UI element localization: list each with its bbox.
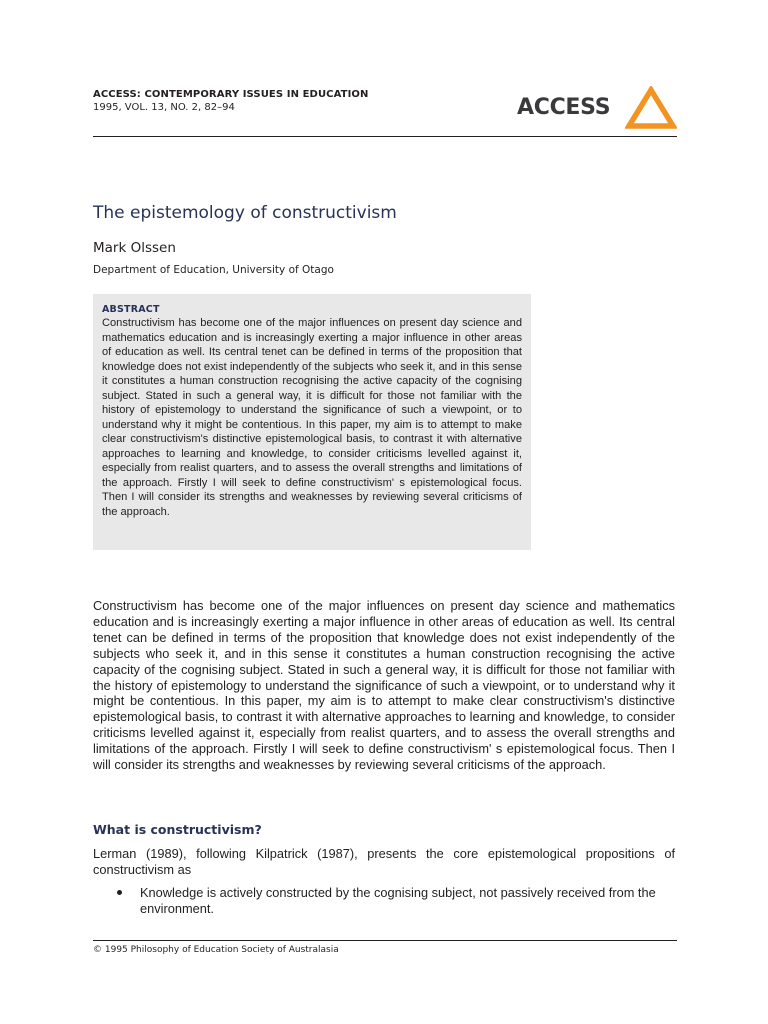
access-logo [517, 86, 679, 132]
journal-name: ACCESS: CONTEMPORARY ISSUES IN EDUCATION [93, 89, 369, 100]
article-title: The epistemology of constructivism [93, 203, 397, 223]
bullet-text: Knowledge is actively constructed by the cognising subject, not passively received from the environment. [140, 885, 656, 916]
journal-header [93, 88, 423, 114]
copyright-footer: © 1995 Philosophy of Education Society of Australasia [93, 945, 339, 955]
section-heading: What is constructivism? [93, 822, 262, 837]
header-divider [93, 136, 677, 137]
logo-text: ACCESS [517, 95, 611, 120]
article-author: Mark Olssen [93, 240, 176, 256]
list-item [115, 885, 675, 917]
journal-volume: 1995, VOL. 13, NO. 2, 82–94 [93, 102, 235, 113]
footer-divider [93, 940, 677, 941]
bullet-icon [117, 890, 122, 895]
intro-paragraph: Constructivism has become one of the major influences on present day science and mathematics education and is increasingly exerting a major influence in other areas of education as well. Its central tenet can be defined in terms of the proposition that knowledge does not exist independently of the subjects who seek it, and in this sense it constitutes a human construction recognising the active capacity of the cognising subject. Stated in such a general way, it is difficult for those not familiar with the history of epistemology to understand the significance of such a viewpoint, or to understand why it might be contentious. In this paper, my aim is to attempt to make clear constructivism's distinctive epistemological basis, to contrast it with alternative approaches to learning and knowledge, to consider criticisms levelled against it, especially from realist quarters, and to assess the overall strengths and limitations of the approach. Firstly I will seek to define constructivism' s epistemological focus. Then I will consider its strengths and weaknesses by reviewing several criticisms of the approach. [93, 598, 675, 773]
author-affiliation: Department of Education, University of Otago [93, 264, 334, 276]
bullet-list [115, 885, 675, 917]
section-paragraph: Lerman (1989), following Kilpatrick (1987), presents the core epistemological propositions of constructivism as [93, 846, 675, 877]
abstract-text: Constructivism has become one of the major influences on present day science and mathematics education and is increasingly exerting a major influence in other areas of education as well. Its central tenet can be defined in terms of the proposition that knowledge does not exist independently of the subjects who seek it, and in this sense it constitutes a human construction recognising the active capacity of the cognising subject. Stated in such a general way, it is difficult for those not familiar with the history of epistemology to understand the significance of such a viewpoint, or to understand why it might be contentious. In this paper, my aim is to attempt to make clear constructivism's distinctive epistemological basis, to contrast it with alternative approaches to learning and knowledge, to consider criticisms levelled against it, especially from realist quarters, and to assess the overall strengths and limitations of the approach. Firstly I will seek to define constructivism' s epistemological focus. Then I will consider its strengths and weaknesses by reviewing several criticisms of the approach. [102, 317, 522, 518]
triangle-icon [625, 86, 677, 130]
abstract-box [93, 294, 531, 550]
abstract-heading: ABSTRACT [102, 304, 160, 315]
